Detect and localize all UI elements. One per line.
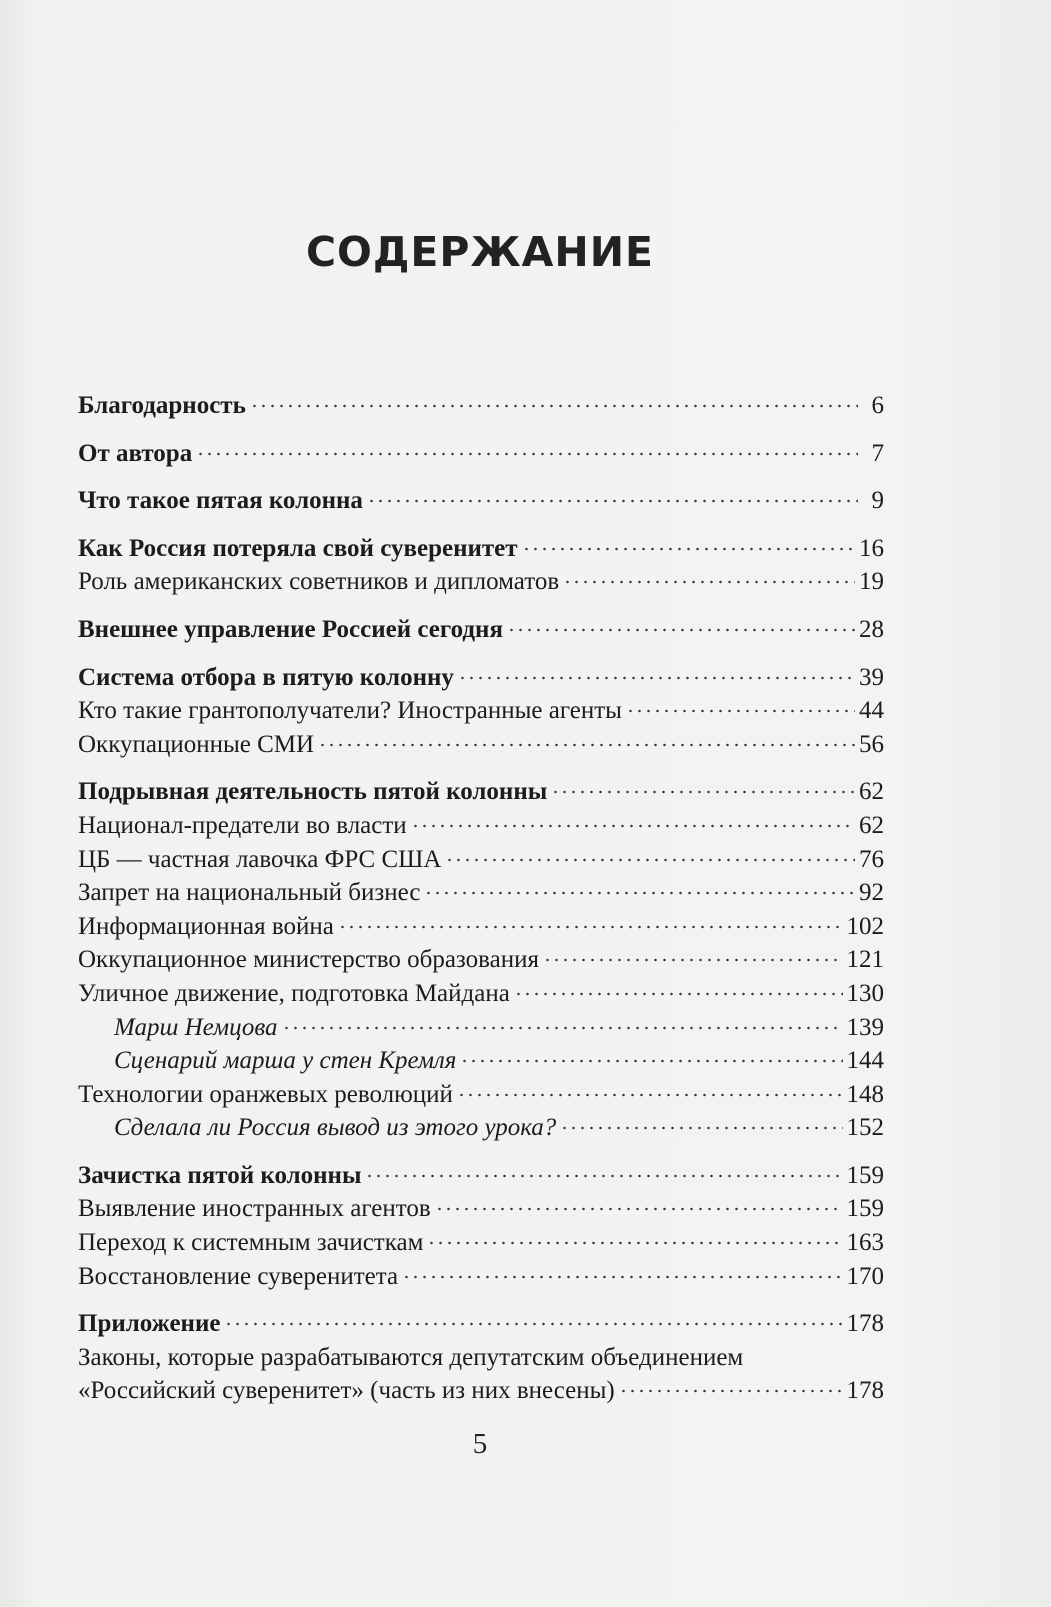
toc-entry-label: Национал-предатели во власти (78, 811, 407, 839)
toc-page-number: 152 (846, 1114, 884, 1142)
toc-page-number: 7 (871, 439, 884, 467)
toc-entry-label: Запрет на национальный бизнес (78, 879, 421, 907)
dot-leader (560, 1125, 842, 1131)
toc-entry-label: Внешнее управление Россией сегодня (78, 615, 503, 643)
toc-page-number: 178 (846, 1377, 884, 1405)
toc-page-number: 44 (859, 697, 884, 725)
toc-entry-continuation (78, 1377, 884, 1411)
toc-page-number: 62 (859, 778, 884, 806)
toc-entry (78, 1229, 884, 1263)
toc-page-number: 62 (859, 811, 884, 839)
toc-page-number: 130 (846, 979, 884, 1007)
toc-chapter (78, 1310, 884, 1344)
toc-entry (78, 946, 884, 980)
dot-leader (514, 991, 843, 997)
toc-entry (78, 1114, 884, 1148)
toc-page-number: 144 (846, 1047, 884, 1075)
toc-entry (78, 1195, 884, 1229)
toc-page-number: 159 (846, 1195, 884, 1223)
toc-page-number: 148 (846, 1080, 884, 1108)
dot-leader (250, 403, 858, 409)
toc-entry (78, 980, 884, 1014)
toc-entry-label: Сделала ли Россия вывод из этого урока? (114, 1114, 557, 1142)
table-of-contents (78, 392, 884, 1411)
toc-chapter (78, 778, 884, 812)
toc-entry-label: Зачистка пятой колонны (78, 1161, 362, 1189)
toc-page-number: 163 (846, 1229, 884, 1257)
dot-leader (458, 675, 855, 681)
toc-entry-label: Приложение (78, 1310, 221, 1338)
toc-entry (78, 1014, 884, 1048)
toc-entry-label: От автора (78, 439, 193, 467)
toc-page-number: 19 (859, 568, 884, 596)
dot-leader (619, 1388, 843, 1394)
dot-leader (626, 708, 855, 714)
toc-entry-label: Благодарность (78, 392, 246, 419)
toc-chapter (78, 392, 884, 426)
toc-entry (78, 568, 884, 602)
toc-entry-label: Оккупационное министерство образования (78, 946, 539, 974)
toc-entry-label: Подрывная деятельность пятой колонны (78, 778, 548, 806)
toc-page-number: 170 (846, 1262, 884, 1290)
dot-leader (411, 823, 855, 829)
toc-entry (78, 1081, 884, 1115)
toc-page-number: 56 (859, 730, 884, 758)
toc-entry (78, 812, 884, 846)
dot-leader (445, 857, 855, 863)
toc-entry (78, 1344, 884, 1378)
toc-page-number: 9 (871, 487, 884, 515)
toc-entry-label: Кто такие грантополучатели? Иностранные агенты (78, 697, 622, 725)
toc-page-number: 102 (846, 912, 884, 940)
dot-leader (367, 498, 858, 504)
toc-page-number: 92 (859, 879, 884, 907)
dot-leader (282, 1025, 843, 1031)
toc-chapter (78, 535, 884, 569)
toc-entry-label: Технологии оранжевых революций (78, 1080, 453, 1108)
dot-leader (563, 579, 855, 585)
toc-entry (78, 1263, 884, 1297)
toc-entry-label: Законы, которые разрабатываются депутатским объединением (78, 1343, 744, 1371)
dot-leader (507, 627, 855, 633)
toc-chapter (78, 440, 884, 474)
toc-entry (78, 731, 884, 765)
toc-entry-label: Марш Немцова (114, 1013, 278, 1041)
toc-entry (78, 697, 884, 731)
toc-entry-label: «Российский суверенитет» (часть из них внесены) (78, 1377, 615, 1405)
dot-leader (543, 957, 843, 963)
dot-leader (551, 789, 855, 795)
toc-entry-label: Выявление иностранных агентов (78, 1195, 431, 1223)
dot-leader (435, 1206, 843, 1212)
toc-entry-label: Информационная война (78, 912, 334, 940)
toc-entry (78, 879, 884, 913)
dot-leader (522, 546, 855, 552)
dot-leader (338, 924, 843, 930)
dot-leader (424, 890, 855, 896)
toc-entry-label: Что такое пятая колонна (78, 487, 363, 515)
toc-entry-label: Как Россия потеряла свой суверенитет (78, 534, 518, 562)
toc-chapter (78, 664, 884, 698)
toc-chapter (78, 1162, 884, 1196)
toc-entry-label: ЦБ — частная лавочка ФРС США (78, 845, 442, 873)
page-number: 5 (472, 1428, 488, 1460)
toc-page-number: 76 (859, 845, 884, 873)
toc-entry-label: Система отбора в пятую колонну (78, 663, 454, 691)
dot-leader (196, 451, 858, 457)
dot-leader (318, 742, 855, 748)
toc-page-number: 39 (859, 663, 884, 691)
toc-page-number: 6 (871, 392, 884, 419)
toc-page-number: 28 (859, 615, 884, 643)
toc-entry (78, 1047, 884, 1081)
toc-entry (78, 846, 884, 880)
dot-leader (365, 1173, 842, 1179)
toc-chapter (78, 616, 884, 650)
dot-leader (224, 1321, 842, 1327)
toc-entry-label: Восстановление суверенитета (78, 1262, 399, 1290)
toc-page-number: 139 (846, 1013, 884, 1041)
toc-entry-label: Уличное движение, подготовка Майдана (78, 979, 510, 1007)
toc-page-number: 16 (859, 534, 884, 562)
toc-page-number: 178 (846, 1310, 884, 1338)
toc-page-number: 159 (846, 1161, 884, 1189)
toc-entry-label: Сценарий марша у стен Кремля (114, 1047, 457, 1075)
dot-leader (427, 1240, 842, 1246)
dot-leader (402, 1274, 842, 1280)
toc-entry (78, 913, 884, 947)
page-title: СОДЕРЖАНИЕ (305, 228, 655, 276)
toc-entry-label: Оккупационные СМИ (78, 730, 315, 758)
toc-entry-label: Переход к системным зачисткам (78, 1229, 424, 1257)
dot-leader (460, 1058, 842, 1064)
dot-leader (457, 1092, 843, 1098)
toc-chapter (78, 487, 884, 521)
toc-page-number: 121 (846, 946, 884, 974)
toc-entry-label: Роль американских советников и дипломатов (78, 568, 560, 596)
